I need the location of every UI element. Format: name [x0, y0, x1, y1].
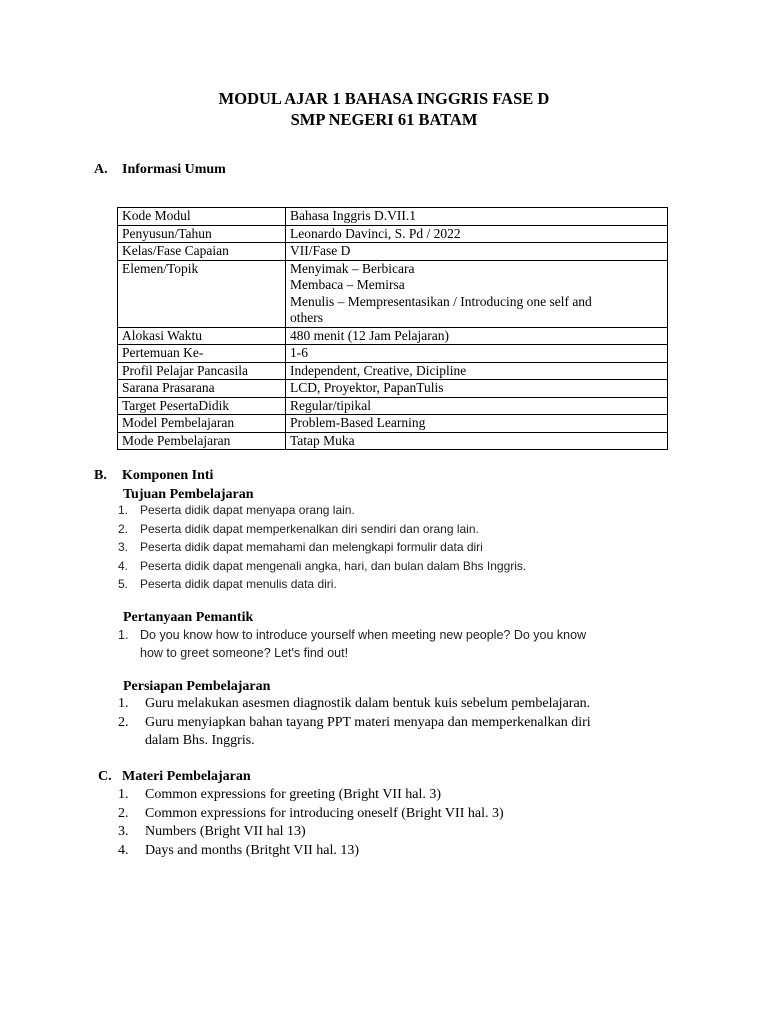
table-value-line: others	[290, 310, 323, 325]
list-text-line: Guru menyiapkan bahan tayang PPT materi menyapa dan memperkenalkan diri	[145, 714, 591, 730]
table-row	[118, 243, 668, 261]
table-label-cell: Target PesertaDidik	[118, 397, 286, 415]
informasi-umum-table	[117, 207, 668, 450]
list-item	[118, 695, 591, 714]
persiapan-heading: Persiapan Pembelajaran	[123, 679, 271, 694]
table-label-cell: Penyusun/Tahun	[118, 225, 286, 243]
table-value-line: 480 menit (12 Jam Pelajaran)	[290, 327, 449, 343]
list-text-line: Guru melakukan asesmen diagnostik dalam bentuk kuis sebelum pembelajaran.	[145, 696, 591, 711]
tujuan-list	[118, 501, 526, 594]
section-c-title: Materi Pembelajaran	[122, 769, 251, 784]
list-number: 3.	[118, 540, 129, 555]
persiapan-list	[118, 695, 591, 751]
list-number: 4.	[118, 558, 129, 573]
table-row	[118, 397, 668, 415]
table-value-cell	[286, 260, 668, 327]
table-label-cell: Profil Pelajar Pancasila	[118, 362, 286, 380]
list-number: 3.	[118, 824, 129, 839]
table-value-cell	[286, 362, 668, 380]
section-a-letter: A.	[94, 162, 108, 177]
section-b-title: Komponen Inti	[122, 468, 214, 483]
list-text: Common expressions for greeting (Bright VII hal. 3)	[145, 787, 442, 802]
table-row	[118, 362, 668, 380]
table-label-cell: Sarana Prasarana	[118, 380, 286, 398]
table-row	[118, 327, 668, 345]
list-text-line: how to greet someone? Let's find out!	[140, 646, 349, 660]
list-item	[118, 575, 526, 594]
list-item	[118, 538, 526, 557]
list-item	[118, 520, 526, 539]
table-value-line: Tatap Muka	[290, 432, 355, 448]
section-c-letter: C.	[98, 769, 112, 784]
list-item	[118, 786, 504, 805]
table-value-line: Menyimak – Berbicara	[290, 260, 415, 276]
table-value-cell	[286, 208, 668, 226]
list-number: 5.	[118, 577, 129, 592]
list-text: Common expressions for introducing oneself (Bright VII hal. 3)	[145, 805, 504, 821]
pemantik-list	[118, 626, 586, 662]
table-value-cell	[286, 415, 668, 433]
table-label-cell: Mode Pembelajaran	[118, 432, 286, 450]
table-value-cell	[286, 225, 668, 243]
list-item	[118, 805, 504, 824]
pemantik-heading: Pertanyaan Pemantik	[123, 610, 254, 625]
section-b-letter: B.	[94, 468, 107, 483]
list-text: Peserta didik dapat menyapa orang lain.	[140, 503, 355, 517]
list-text-line: dalam Bhs. Inggris.	[145, 733, 255, 748]
list-item	[118, 714, 591, 751]
table-value-line: Independent, Creative, Dicipline	[290, 362, 467, 378]
list-number: 1.	[118, 628, 129, 642]
list-text: Peserta didik dapat memperkenalkan diri sendiri dan orang lain.	[140, 521, 479, 536]
section-a-title: Informasi Umum	[122, 162, 226, 177]
table-value-line: 1-6	[290, 345, 308, 360]
list-number: 2.	[118, 805, 129, 821]
table-value-line: Membaca – Memirsa	[290, 277, 405, 292]
list-number: 1.	[118, 696, 129, 711]
table-value-cell	[286, 327, 668, 345]
table-label-cell: Model Pembelajaran	[118, 415, 286, 433]
list-number: 2.	[118, 521, 129, 536]
table-value-cell	[286, 397, 668, 415]
list-number: 2.	[118, 714, 129, 730]
table-row	[118, 208, 668, 226]
materi-list	[118, 786, 504, 860]
table-row	[118, 380, 668, 398]
list-text: Numbers (Bright VII hal 13)	[145, 824, 306, 839]
table-value-cell	[286, 380, 668, 398]
table-value-cell	[286, 432, 668, 450]
table-value-line: Regular/tipikal	[290, 397, 371, 413]
table-value-line: Bahasa Inggris D.VII.1	[290, 208, 416, 223]
list-text: Days and months (Britght VII hal. 13)	[145, 842, 359, 858]
table-value-line: Problem-Based Learning	[290, 415, 426, 430]
table-row	[118, 225, 668, 243]
table-label-cell: Elemen/Topik	[118, 260, 286, 327]
table-row	[118, 432, 668, 450]
table-label-cell: Kelas/Fase Capaian	[118, 243, 286, 261]
table-value-cell	[286, 243, 668, 261]
table-value-line: Leonardo Davinci, S. Pd / 2022	[290, 225, 461, 241]
list-text: Peserta didik dapat mengenali angka, hari, dan bulan dalam Bhs Inggris.	[140, 558, 527, 573]
list-item	[118, 557, 526, 576]
list-number: 1.	[118, 787, 129, 802]
list-text: Peserta didik dapat menulis data diri.	[140, 577, 337, 592]
document-subtitle: SMP NEGERI 61 BATAM	[290, 110, 478, 129]
list-item	[118, 842, 504, 861]
list-number: 1.	[118, 503, 129, 517]
table-value-line: Menulis – Mempresentasikan / Introducing one self and	[290, 293, 592, 309]
table-value-cell	[286, 345, 668, 363]
list-item	[118, 501, 526, 520]
table-label-cell: Pertemuan Ke-	[118, 345, 286, 363]
list-number: 4.	[118, 842, 129, 858]
list-item	[118, 823, 504, 842]
table-row	[118, 345, 668, 363]
table-label-cell: Kode Modul	[118, 208, 286, 226]
table-value-line: VII/Fase D	[290, 243, 351, 258]
document-title: MODUL AJAR 1 BAHASA INGGRIS FASE D	[218, 89, 550, 108]
list-item	[118, 626, 586, 662]
list-text-line: Do you know how to introduce yourself when meeting new people? Do you know	[140, 628, 587, 642]
list-text: Peserta didik dapat memahami dan melengkapi formulir data diri	[140, 540, 483, 555]
table-row	[118, 415, 668, 433]
tujuan-heading: Tujuan Pembelajaran	[123, 487, 254, 502]
table-row	[118, 260, 668, 327]
table-label-cell: Alokasi Waktu	[118, 327, 286, 345]
table-value-line: LCD, Proyektor, PapanTulis	[290, 380, 444, 395]
